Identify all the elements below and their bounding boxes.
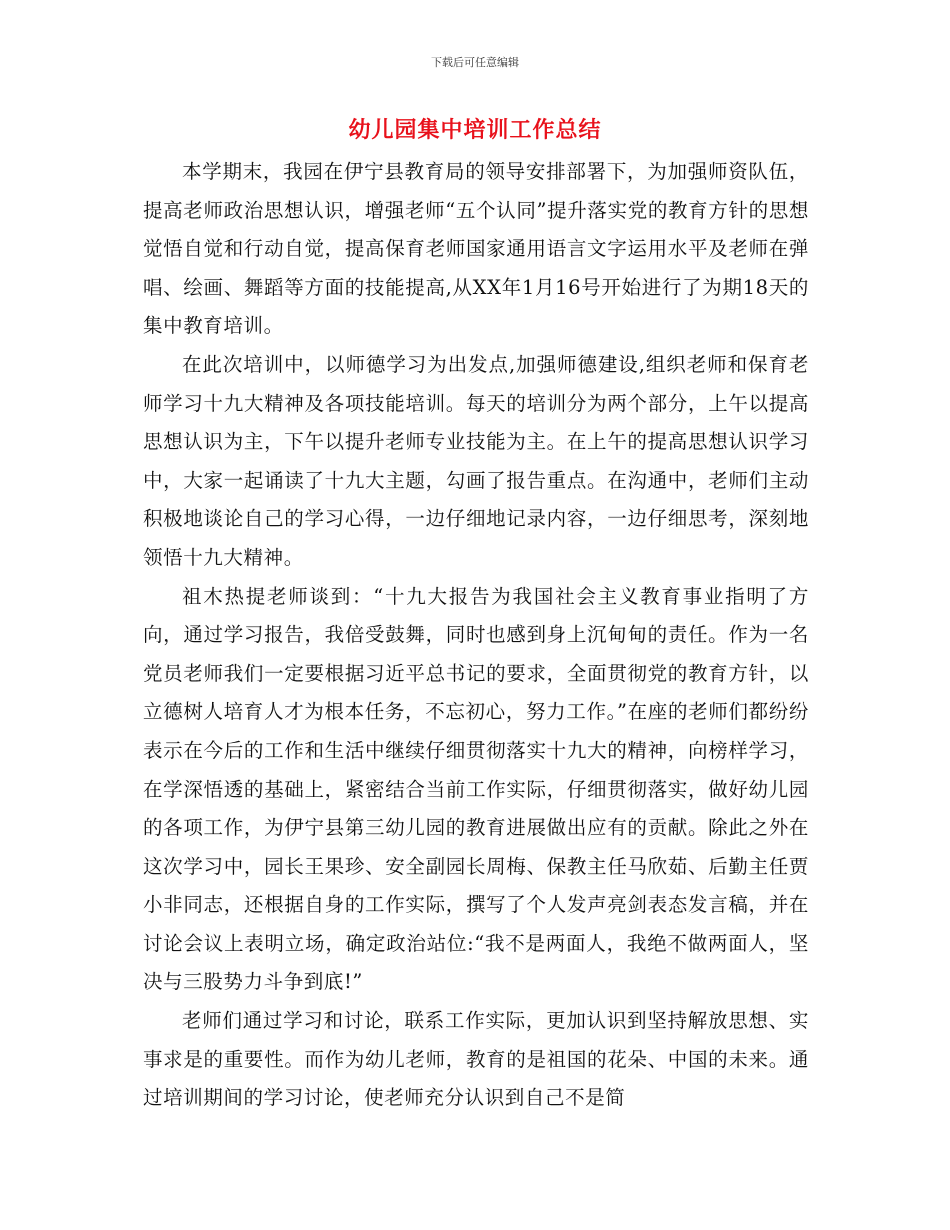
document-body — [143, 153, 809, 1118]
paragraph: 在此次培训中，以师德学习为出发点,加强师德建设,组织老师和保育老师学习十九大精神及各项技能培训。每天的培训分为两个部分，上午以提高思想认识为主，下午以提升老师专业技能为主。在上午的提高思想认识学习中，大家一起诵读了十九大主题，勾画了报告重点。在沟通中，老师们主动积极地谈论自己的学习心得，一边仔细地记录内容，一边仔细思考，深刻地领悟十九大精神。 — [143, 352, 809, 569]
header-note: 下载后可任意编辑 — [431, 56, 519, 69]
paragraph: 老师们通过学习和讨论，联系工作实际，更加认识到坚持解放思想、实事求是的重要性。而作为幼儿老师，教育的是祖国的花朵、中国的未来。通过培训期间的学习讨论，使老师充分认识到自己不是简 — [143, 1009, 809, 1110]
paragraph: 本学期末，我园在伊宁县教育局的领导安排部署下，为加强师资队伍，提高老师政治思想认识，增强老师“五个认同”提升落实党的教育方针的思想觉悟自觉和行动自觉，提高保育老师国家通用语言文字运用水平及老师在弹唱、绘画、舞蹈等方面的技能提高,从XX年1月16号开始进行了为期18天的集中教育培训。 — [143, 160, 809, 338]
paragraph: 祖木热提老师谈到：“十九大报告为我国社会主义教育事业指明了方向，通过学习报告，我倍受鼓舞，同时也感到身上沉甸甸的责任。作为一名党员老师我们一定要根据习近平总书记的要求，全面贯彻党的教育方针，以立德树人培育人才为根本任务，不忘初心，努力工作。”在座的老师们都纷纷表示在今后的工作和生活中继续仔细贯彻落实十九大的精神，向榜样学习，在学深悟透的基础上，紧密结合当前工作实际，仔细贯彻落实，做好幼儿园的各项工作，为伊宁县第三幼儿园的教育进展做出应有的贡献。除此之外在这次学习中，园长王果珍、安全副园长周梅、保教主任马欣茹、后勤主任贾小非同志，还根据自身的工作实际，撰写了个人发声亮剑表态发言稿，并在讨论会议上表明立场，确定政治站位:“我不是两面人，我绝不做两面人，坚决与三股势力斗争到底!” — [143, 584, 809, 994]
document-title: 幼儿园集中培训工作总结 — [348, 118, 602, 143]
